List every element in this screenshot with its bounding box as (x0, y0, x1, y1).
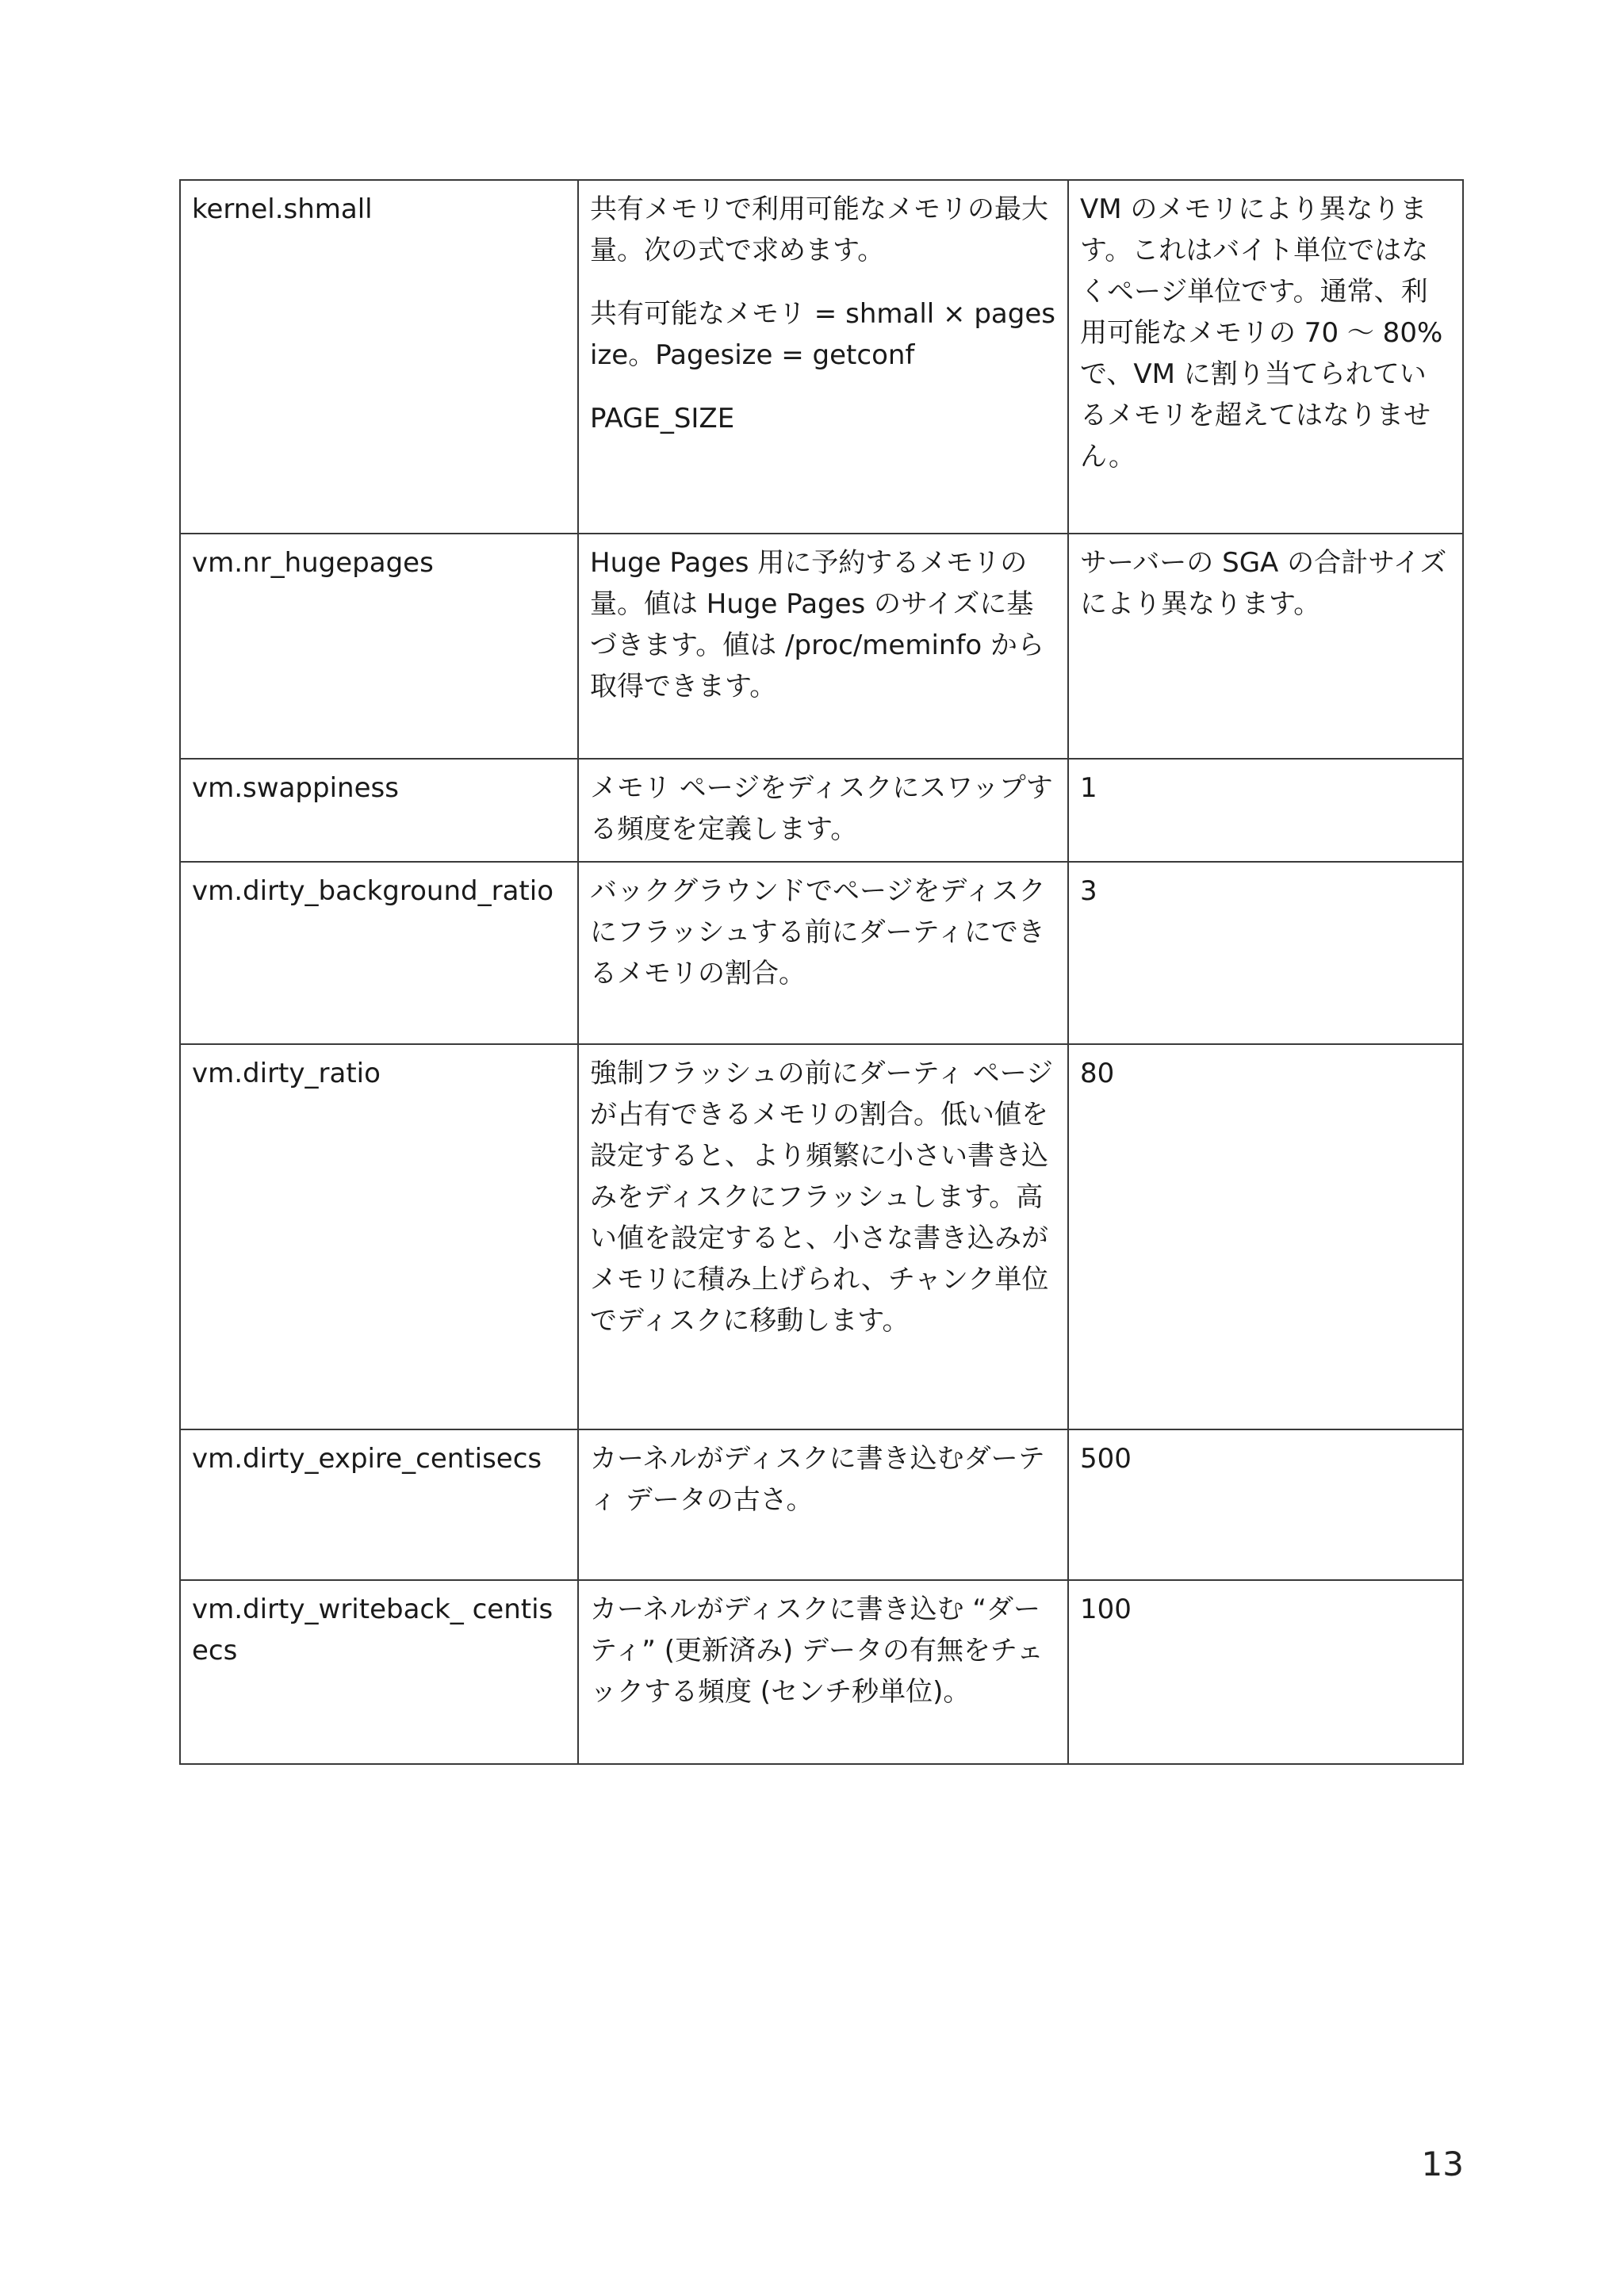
param-description-text: メモリ ページをディスクにスワップする頻度を定義します。 (590, 772, 1053, 845)
page-number: 13 (1421, 2145, 1464, 2183)
param-description-text: Huge Pages 用に予約するメモリの量。値は Huge Pages のサイズに基づきます。値は /proc/meminfo から取得できます。 (590, 547, 1045, 702)
param-description-cell (578, 759, 1068, 862)
param-value-cell: サーバーの SGA の合計サイズにより異なります。 (1068, 534, 1463, 759)
param-value-cell: 1 (1068, 759, 1463, 862)
table-row (180, 180, 1463, 534)
param-name-cell: vm.dirty_ratio (180, 1044, 578, 1429)
param-description-cell (578, 534, 1068, 759)
table-row (180, 759, 1463, 862)
table-row (180, 1429, 1463, 1580)
param-name-cell: vm.nr_hugepages (180, 534, 578, 759)
param-description-text: 強制フラッシュの前にダーティ ページが占有できるメモリの割合。低い値を設定すると、より頻繁に小さい書き込みをディスクにフラッシュします。高い値を設定すると、小さな書き込みがメモリに積み上げられ、チャンク単位でディスクに移動します。 (590, 1058, 1054, 1337)
param-description-text: カーネルがディスクに書き込むダーティ データの古さ。 (590, 1443, 1045, 1516)
param-value-cell: 100 (1068, 1580, 1463, 1764)
param-name-cell: vm.dirty_expire_centisecs (180, 1429, 578, 1580)
param-name-cell: vm.dirty_writeback_ centisecs (180, 1580, 578, 1764)
param-description-cell (578, 1580, 1068, 1764)
param-description-text: バックグラウンドでページをディスクにフラッシュする前にダーティにできるメモリの割合。 (590, 875, 1046, 989)
param-name-cell: vm.swappiness (180, 759, 578, 862)
param-description-text: 共有メモリで利用可能なメモリの最大量。次の式で求めます。 (590, 193, 1048, 266)
param-description-cell (578, 180, 1068, 534)
param-description-cell (578, 862, 1068, 1044)
param-value-cell: 3 (1068, 862, 1463, 1044)
param-description-text: 共有可能なメモリ = shmall × pagesize。Pagesize = getconf (590, 298, 1055, 371)
table-row (180, 862, 1463, 1044)
param-value-cell: VM のメモリにより異なります。これはバイト単位ではなくページ単位です。通常、利用可能なメモリの 70 ～ 80% で、VM に割り当てられているメモリを超えてはなりません。 (1068, 180, 1463, 534)
table-row (180, 1580, 1463, 1764)
param-value-cell: 500 (1068, 1429, 1463, 1580)
param-name-cell: kernel.shmall (180, 180, 578, 534)
parameter-table (179, 179, 1464, 1765)
param-description-text: PAGE_SIZE (590, 403, 735, 434)
table-row (180, 1044, 1463, 1429)
param-value-cell: 80 (1068, 1044, 1463, 1429)
param-description-cell (578, 1429, 1068, 1580)
param-description-cell (578, 1044, 1068, 1429)
table-row (180, 534, 1463, 759)
param-description-text: カーネルがディスクに書き込む “ダーティ” (更新済み) データの有無をチェックする頻度 (センチ秒単位)。 (590, 1594, 1044, 1708)
param-name-cell: vm.dirty_background_ratio (180, 862, 578, 1044)
